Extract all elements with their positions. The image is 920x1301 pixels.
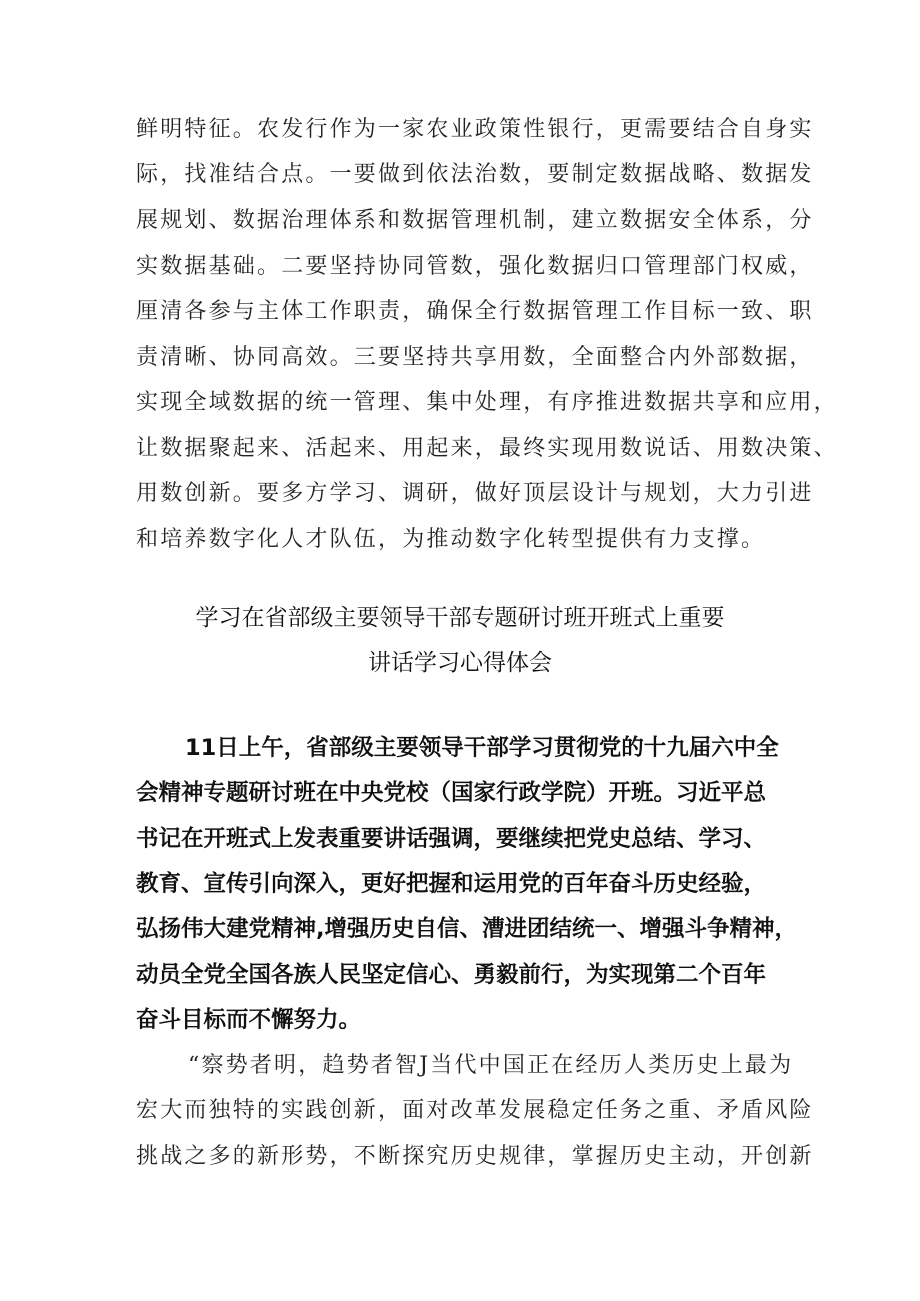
text-line: 际，找准结合点。一要做到依法治数，要制定数据战略、数据发 bbox=[136, 162, 814, 187]
title-line: 讲话学习心得体会 bbox=[368, 650, 552, 676]
text-line: 实现全域数据的统一管理、集中处理，有序推进数据共享和应用， bbox=[136, 390, 838, 415]
text-line: 鲜明特征。农发行作为一家农业政策性银行，更需要结合自身实 bbox=[136, 117, 814, 142]
text-line: 厘清各参与主体工作职责，确保全行数据管理工作目标一致、职 bbox=[136, 299, 814, 324]
text-line: 和培养数字化人才队伍，为推动数字化转型提供有力支撑。 bbox=[136, 527, 766, 552]
text-line: 实数据基础。二要坚持协同管数，强化数据归口管理部门权威， bbox=[136, 254, 814, 279]
text-line: 挑战之多的新形势，不断探究历史规律，掌握历史主动，开创新 bbox=[136, 1144, 814, 1169]
text-line: 展规划、数据治理体系和数据管理机制，建立数据安全体系，分 bbox=[136, 208, 814, 233]
title-line: 学习在省部级主要领导干部专题研讨班开班式上重要 bbox=[195, 605, 725, 631]
text-line: 11日上午，省部级主要领导干部学习贯彻党的十九届六中全 bbox=[185, 735, 779, 761]
text-line: “察势者明，趋势者智J当代中国正在经历人类历史上最为 bbox=[188, 1053, 794, 1078]
text-line: 教育、宣传引向深入，更好把握和运用党的百年奋斗历史经验， bbox=[136, 871, 767, 897]
text-line: 责清晰、协同高效。三要坚持共享用数，全面整合内外部数据， bbox=[136, 345, 814, 370]
text-line: 用数创新。要多方学习、调研，做好顶层设计与规划，大力引进 bbox=[136, 481, 814, 506]
text-line: 宏大而独特的实践创新，面对改革发展稳定任务之重、矛盾风险 bbox=[136, 1098, 814, 1123]
text-line: 书记在开班式上发表重要讲话强调，要继续把党史总结、学习、 bbox=[136, 826, 767, 852]
text-line: 会精神专题研讨班在中央党校（国家行政学院）开班。习近平总 bbox=[136, 780, 767, 806]
text-line: 让数据聚起来、活起来、用起来，最终实现用数说话、用数决策、 bbox=[136, 436, 838, 461]
text-line: 弘扬伟大建党精神,增强历史自信、漕进团结统一、增强斗争精神， bbox=[136, 916, 798, 942]
text-line: 奋斗目标而不懈努力。 bbox=[136, 1007, 362, 1033]
text-line: 动员全党全国各族人民坚定信心、勇毅前行，为实现第二个百年 bbox=[136, 962, 767, 988]
